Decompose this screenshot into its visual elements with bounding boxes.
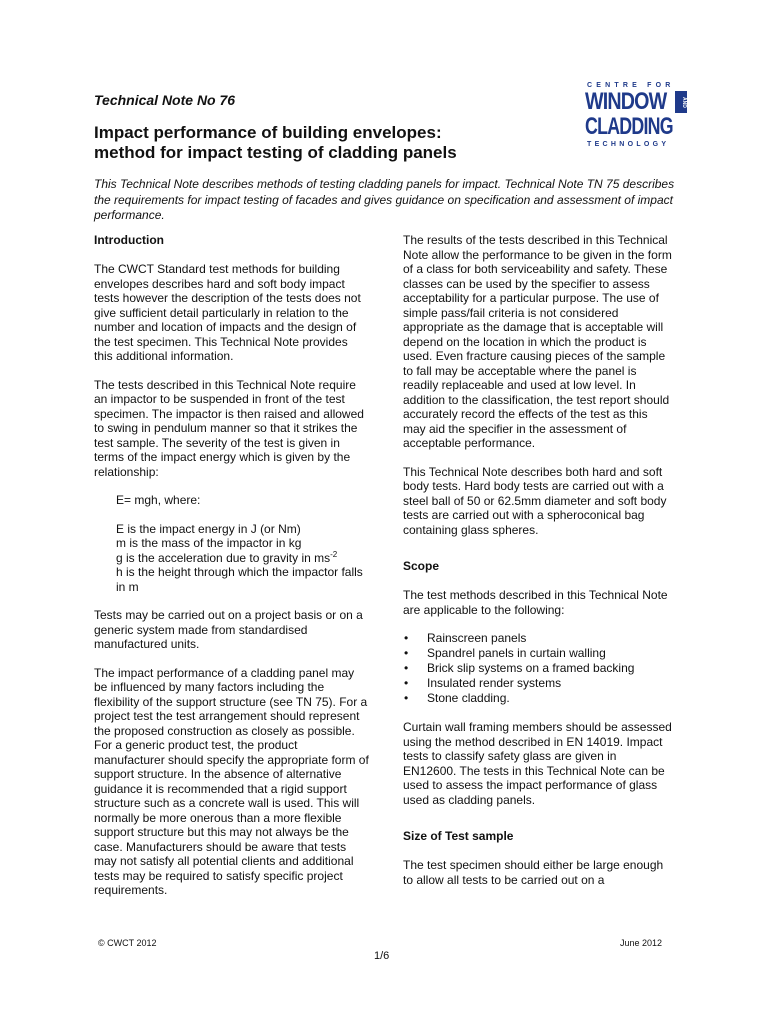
size-heading: Size of Test sample	[403, 829, 514, 843]
formula-definitions	[94, 522, 369, 595]
technical-note-number: Technical Note No 76	[94, 92, 236, 108]
definition-h: h is the height through which the impactor falls in m	[116, 565, 363, 594]
scope-list-item	[403, 631, 673, 646]
definition-g	[116, 551, 369, 566]
scope-item-label: Brick slip systems on a framed backing	[427, 661, 635, 675]
footer-copyright: © CWCT 2012	[98, 938, 157, 948]
scope-list-item	[403, 661, 673, 676]
definition-m: m is the mass of the impactor in kg	[116, 536, 302, 550]
bullet-icon: •	[404, 631, 409, 645]
scope-list-item	[403, 691, 673, 706]
scope-item-label: Spandrel panels in curtain walling	[427, 646, 606, 660]
scope-intro: The test methods described in this Technical Note are applicable to the following:	[403, 588, 668, 617]
tests-paragraph: This Technical Note describes both hard and soft body tests. Hard body tests are carried out with a steel ball of 50 or 62.5mm diameter and soft body tests are carried out with a spheroconical bag containing glass spheres.	[403, 464, 667, 537]
scope-item-label: Insulated render systems	[427, 676, 562, 690]
definition-g-exponent: -2	[330, 549, 338, 559]
logo-word-and: AND	[675, 91, 687, 113]
intro-paragraph-2: The tests described in this Technical Note require an impactor to be suspended in front of the test specimen. The impactor is then raised and allowed to swing in pendulum manner so that it strikes the test sample. The severity of the test is given in terms of the impact energy which is given by the relationship:	[94, 377, 364, 479]
intro-paragraph-4: The impact performance of a cladding panel may be influenced by many factors including the flexibility of the support structure (see TN 75). For a project test the test arrangement should represent the proposed construction as closely as possible. For a generic product test, the product manufacturer should specify the appropriate form of support structure. In the absence of alternative guidance it is recommended that a rigid support structure such as a concrete wall is used. This will normally be more onerous than a more flexible support structure but this may not always be the case. Manufacturers should be aware that tests may not satisfy all potential clients and additional tests may be required to satisfy specific project requirements.	[94, 665, 369, 897]
logo-bottom-text: TECHNOLOGY	[587, 141, 670, 148]
title-line-1: Impact performance of building envelopes:	[94, 123, 442, 142]
page-number: 1/6	[374, 950, 390, 962]
left-column	[94, 233, 369, 912]
scope-list-item	[403, 646, 673, 661]
definition-g-text: g is the acceleration due to gravity in ms	[116, 550, 331, 565]
scope-item-label: Rainscreen panels	[427, 631, 527, 645]
definition-e: E is the impact energy in J (or Nm)	[116, 521, 301, 536]
intro-paragraph-1: The CWCT Standard test methods for building envelopes describes hard and soft body impact tests however the description of the tests does not give sufficient detail particularly in relation to the number and location of impacts and the design of the test specimen. This Technical Note provides this additional information.	[94, 262, 361, 363]
title-line-2: method for impact testing of cladding panels	[94, 143, 457, 162]
energy-formula: E= mgh, where:	[116, 493, 201, 507]
logo-word-window: WINDOW	[585, 88, 667, 115]
results-paragraph: The results of the tests described in this Technical Note allow the performance to be given in the form of a class for both serviceability and safety. These classes can be used by the specifier to assess acceptability for a particular purpose. The use of simple pass/fail criteria is not considered appropriate as the damage that is acceptable will depend on the location in which the product is used. Even fracture causing pieces of the sample to fall may be acceptable where the panel is readily replaceable and used at low level. In addition to the classification, the test report should accurately record the effects of the test as this may aid the specifier in the assessment of acceptable performance.	[403, 233, 672, 450]
scope-list	[403, 631, 673, 706]
document-title	[94, 123, 574, 163]
cwct-logo	[585, 82, 695, 154]
logo-top-text: CENTRE FOR	[587, 82, 675, 89]
right-column	[403, 233, 673, 901]
curtain-wall-paragraph: Curtain wall framing members should be assessed using the method described in EN 14019. Impact tests to classify safety glass are given in EN12600. The tests in this Technical Note can be used to assess the impact performance of glass used as cladding panels.	[403, 720, 672, 807]
bullet-icon: •	[404, 661, 409, 675]
bullet-icon: •	[404, 691, 409, 705]
scope-item-label: Stone cladding.	[427, 691, 510, 705]
scope-heading: Scope	[403, 559, 440, 573]
bullet-icon: •	[404, 676, 409, 690]
intro-paragraph-3: Tests may be carried out on a project basis or on a generic system made from standardised manufactured units.	[94, 608, 363, 651]
size-paragraph: The test specimen should either be large enough to allow all tests to be carried out on a	[403, 858, 664, 887]
logo-word-cladding: CLADDING	[585, 113, 673, 140]
bullet-icon: •	[404, 646, 409, 660]
scope-list-item	[403, 676, 673, 691]
intro-summary: This Technical Note describes methods of testing cladding panels for impact. Technical Note TN 75 describes the requirements for impact testing of facades and gives guidance on specification and assessment of impact performance.	[94, 177, 675, 222]
introduction-heading: Introduction	[94, 233, 164, 247]
footer-date: June 2012	[620, 938, 663, 948]
